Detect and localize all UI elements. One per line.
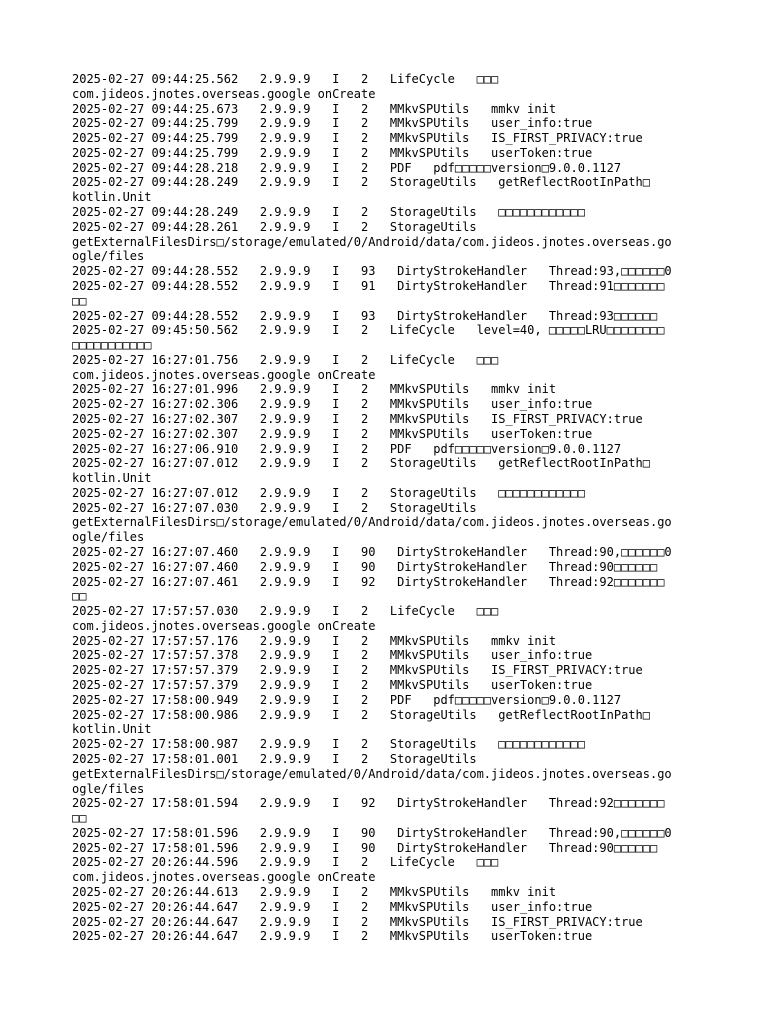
log-text: 2025-02-27 09:44:25.562 2.9.9.9 I 2 LifeCycle □□□ com.jideos.jnotes.overseas.google onCreate 2025-02-27 09:44:25.673 2.9.9.9 I 2 MMkvSPUtils mmkv init 2025-02-27 09:44:25.799 2.9.9.9 I 2 MMkvSPUtils user_info:true 2025-02-27 09:44:25.799 2.9.9.9 I 2 MMkvSPUtils IS_FIRST_PRIVACY:true 2025-02-27 09:44:25.799 2.9.9.9 I 2 MMkvSPUtils userToken:true 2025-02-27 09:44:28.218 2.9.9.9 I 2 PDF pdf□□□□□version□9.0.0.1127 2025-02-27 09:44:28.249 2.9.9.9 I 2 StorageUtils getReflectRootInPath□ kotlin.Unit 2025-02-27 09:44:28.249 2.9.9.9 I 2 StorageUtils □□□□□□□□□□□□ 2025-02-27 09:44:28.261 2.9.9.9 I 2 StorageUtils getExternalFilesDirs□/storage/emulated/0/Android/data/com.jideos.jnotes.overseas.go ogle/files 2025-02-27 09:44:28.552 2.9.9.9 I 93 DirtyStrokeHandler Thread:93,□□□□□□0 2025-02-27 09:44:28.552 2.9.9.9 I 91 DirtyStrokeHandler Thread:91□□□□□□□ □□ 2025-02-27 09:44:28.552 2.9.9.9 I 93 DirtyStrokeHandler Thread:93□□□□□□ 2025-02-27 09:45:50.562 2.9.9.9 I 2 LifeCycle level=40, □□□□□LRU□□□□□□□□ □□□□□□□□□□□ 2025-02-27 16:27:01.756 2.9.9.9 I 2 LifeCycle □□□ com.jideos.jnotes.overseas.google onCreate 2025-02-27 16:27:01.996 2.9.9.9 I 2 MMkvSPUtils mmkv init 2025-02-27 16:27:02.306 2.9.9.9 I 2 MMkvSPUtils user_info:true 2025-02-27 16:27:02.307 2.9.9.9 I 2 MMkvSPUtils IS_FIRST_PRIVACY:true 2025-02-27 16:27:02.307 2.9.9.9 I 2 MMkvSPUtils userToken:true 2025-02-27 16:27:06.910 2.9.9.9 I 2 PDF pdf□□□□□version□9.0.0.1127 2025-02-27 16:27:07.012 2.9.9.9 I 2 StorageUtils getReflectRootInPath□ kotlin.Unit 2025-02-27 16:27:07.012 2.9.9.9 I 2 StorageUtils □□□□□□□□□□□□ 2025-02-27 16:27:07.030 2.9.9.9 I 2 StorageUtils getExternalFilesDirs□/storage/emulated/0/Android/data/com.jideos.jnotes.overseas.go ogle/files 2025-02-27 16:27:07.460 2.9.9.9 I 90 DirtyStrokeHandler Thread:90,□□□□□□0 2025-02-27 16:27:07.460 2.9.9.9 I 90 DirtyStrokeHandler Thread:90□□□□□□ 2025-02-27 16:27:07.461 2.9.9.9 I 92 DirtyStrokeHandler Thread:92□□□□□□□ □□ 2025-02-27 17:57:57.030 2.9.9.9 I 2 LifeCycle □□□ com.jideos.jnotes.overseas.google onCreate 2025-02-27 17:57:57.176 2.9.9.9 I 2 MMkvSPUtils mmkv init 2025-02-27 17:57:57.378 2.9.9.9 I 2 MMkvSPUtils user_info:true 2025-02-27 17:57:57.379 2.9.9.9 I 2 MMkvSPUtils IS_FIRST_PRIVACY:true 2025-02-27 17:57:57.379 2.9.9.9 I 2 MMkvSPUtils userToken:true 2025-02-27 17:58:00.949 2.9.9.9 I 2 PDF pdf□□□□□version□9.0.0.1127 2025-02-27 17:58:00.986 2.9.9.9 I 2 StorageUtils getReflectRootInPath□ kotlin.Unit 2025-02-27 17:58:00.987 2.9.9.9 I 2 StorageUtils □□□□□□□□□□□□ 2025-02-27 17:58:01.001 2.9.9.9 I 2 StorageUtils getExternalFilesDirs□/storage/emulated/0/Android/data/com.jideos.jnotes.overseas.go ogle/files 2025-02-27 17:58:01.594 2.9.9.9 I 92 DirtyStrokeHandler Thread:92□□□□□□□ □□ 2025-02-27 17:58:01.596 2.9.9.9 I 90 DirtyStrokeHandler Thread:90,□□□□□□0 2025-02-27 17:58:01.596 2.9.9.9 I 90 DirtyStrokeHandler Thread:90□□□□□□ 2025-02-27 20:26:44.596 2.9.9.9 I 2 LifeCycle □□□ com.jideos.jnotes.overseas.google onCreate 2025-02-27 20:26:44.613 2.9.9.9 I 2 MMkvSPUtils mmkv init 2025-02-27 20:26:44.647 2.9.9.9 I 2 MMkvSPUtils user_info:true 2025-02-27 20:26:44.647 2.9.9.9 I 2 MMkvSPUtils IS_FIRST_PRIVACY:true 2025-02-27 20:26:44.647 2.9.9.9 I 2 MMkvSPUtils userToken:true: [72, 72, 672, 944]
document-page: [72, 72, 712, 944]
